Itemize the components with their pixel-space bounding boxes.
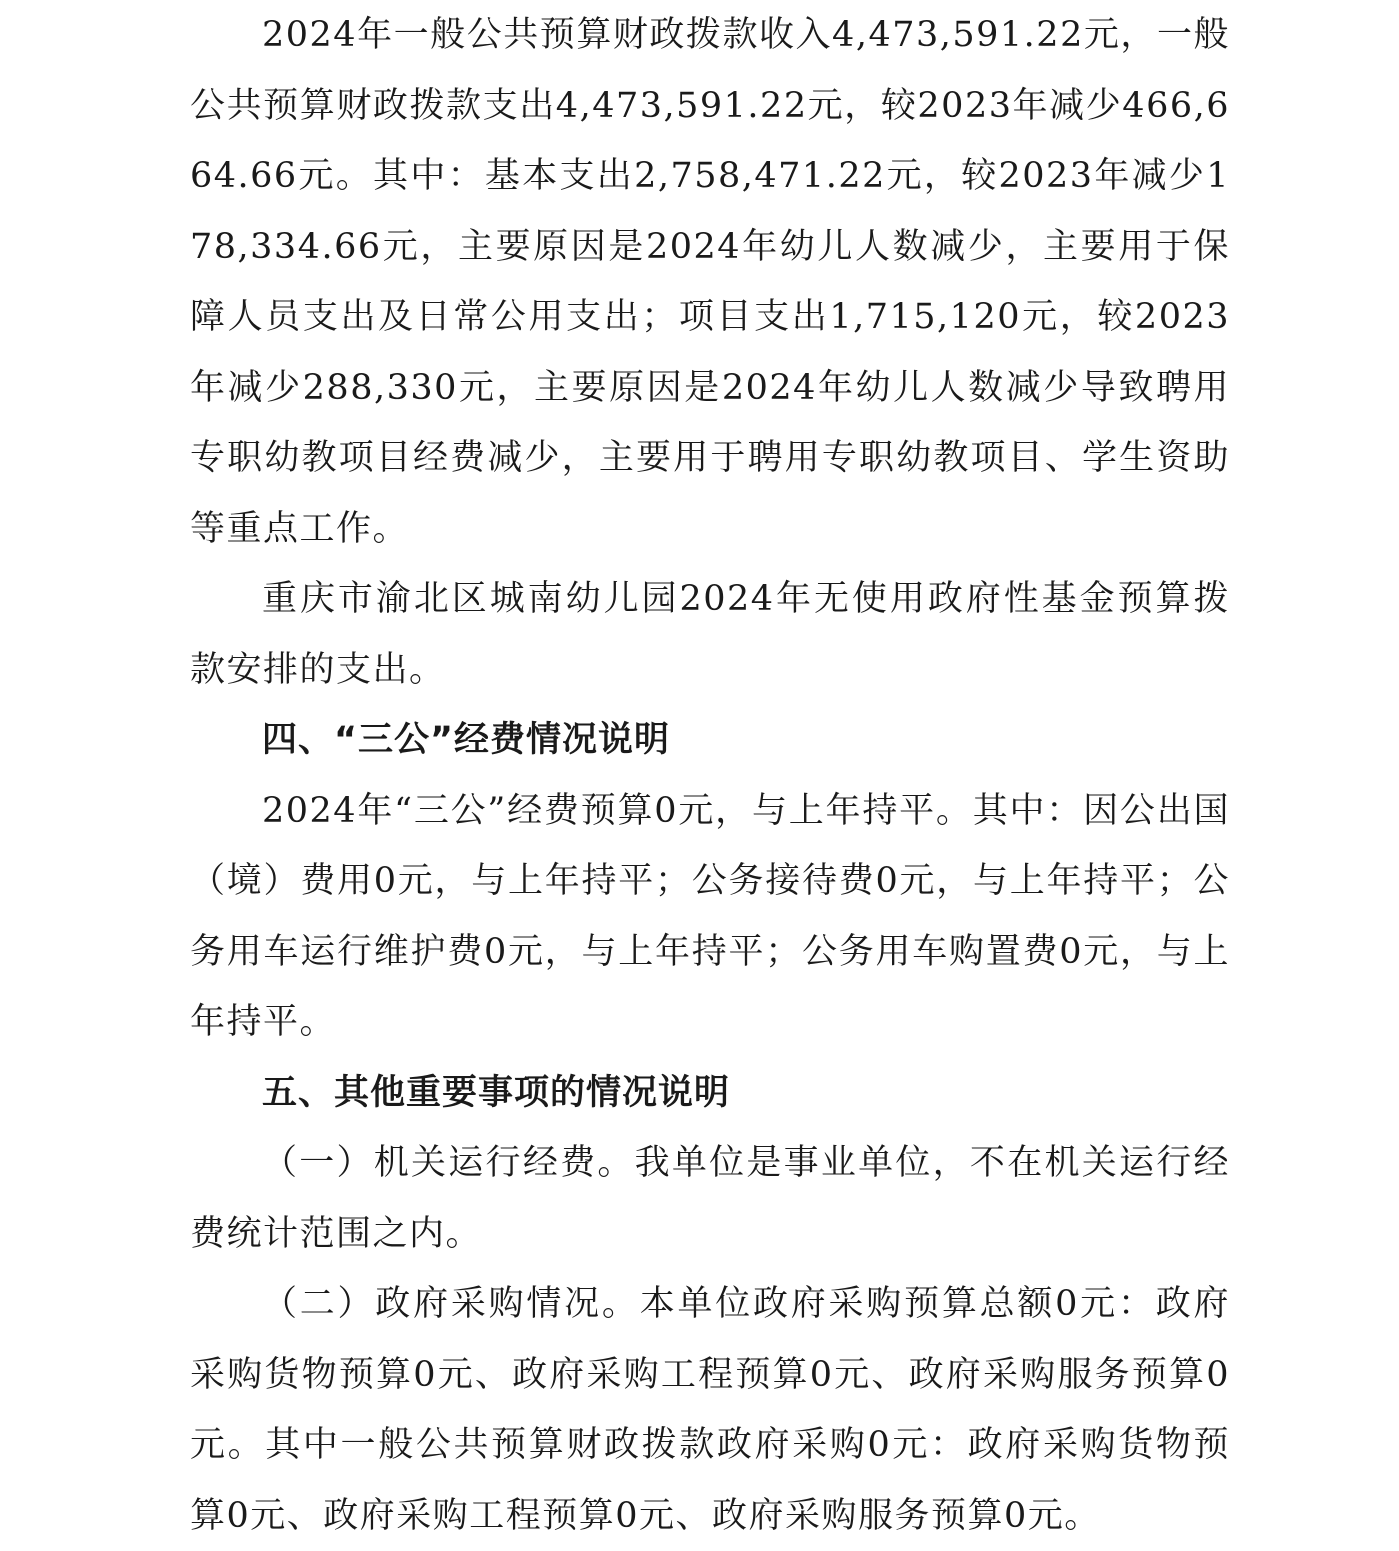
paragraph-three-public-expenses: 2024年“三公”经费预算0元，与上年持平。其中：因公出国（境）费用0元，与上年持平；公务接待费0元，与上年持平；公务用车运行维护费0元，与上年持平；公务用车购置费0元，与上年持平。 (190, 790, 1230, 1042)
document-page (190, 0, 1230, 1551)
section-heading-other-matters: 五、其他重要事项的情况说明 (262, 1072, 731, 1113)
paragraph-operating-expenses: （一）机关运行经费。我单位是事业单位，不在机关运行经费统计范围之内。 (190, 1143, 1230, 1254)
paragraph-government-procurement: （二）政府采购情况。本单位政府采购预算总额0元：政府采购货物预算0元、政府采购工程预算0元、政府采购服务预算0元。其中一般公共预算财政拨款政府采购0元：政府采购货物预算0元、政府采购工程预算0元、政府采购服务预算0元。 (190, 1284, 1230, 1536)
paragraph-budget-appropriation: 2024年一般公共预算财政拨款收入4,473,591.22元，一般公共预算财政拨款支出4,473,591.22元，较2023年减少466,664.66元。其中：基本支出2,758,471.22元，较2023年减少178,334.66元，主要原因是2024年幼儿人数减少，主要用于保障人员支出及日常公用支出；项目支出1,715,120元，较2023年减少288,330元，主要原因是2024年幼儿人数减少导致聘用专职幼教项目经费减少，主要用于聘用专职幼教项目、学生资助等重点工作。 (190, 15, 1230, 549)
section-heading-three-public: 四、“三公”经费情况说明 (262, 720, 671, 760)
paragraph-government-fund: 重庆市渝北区城南幼儿园2024年无使用政府性基金预算拨款安排的支出。 (190, 579, 1230, 690)
